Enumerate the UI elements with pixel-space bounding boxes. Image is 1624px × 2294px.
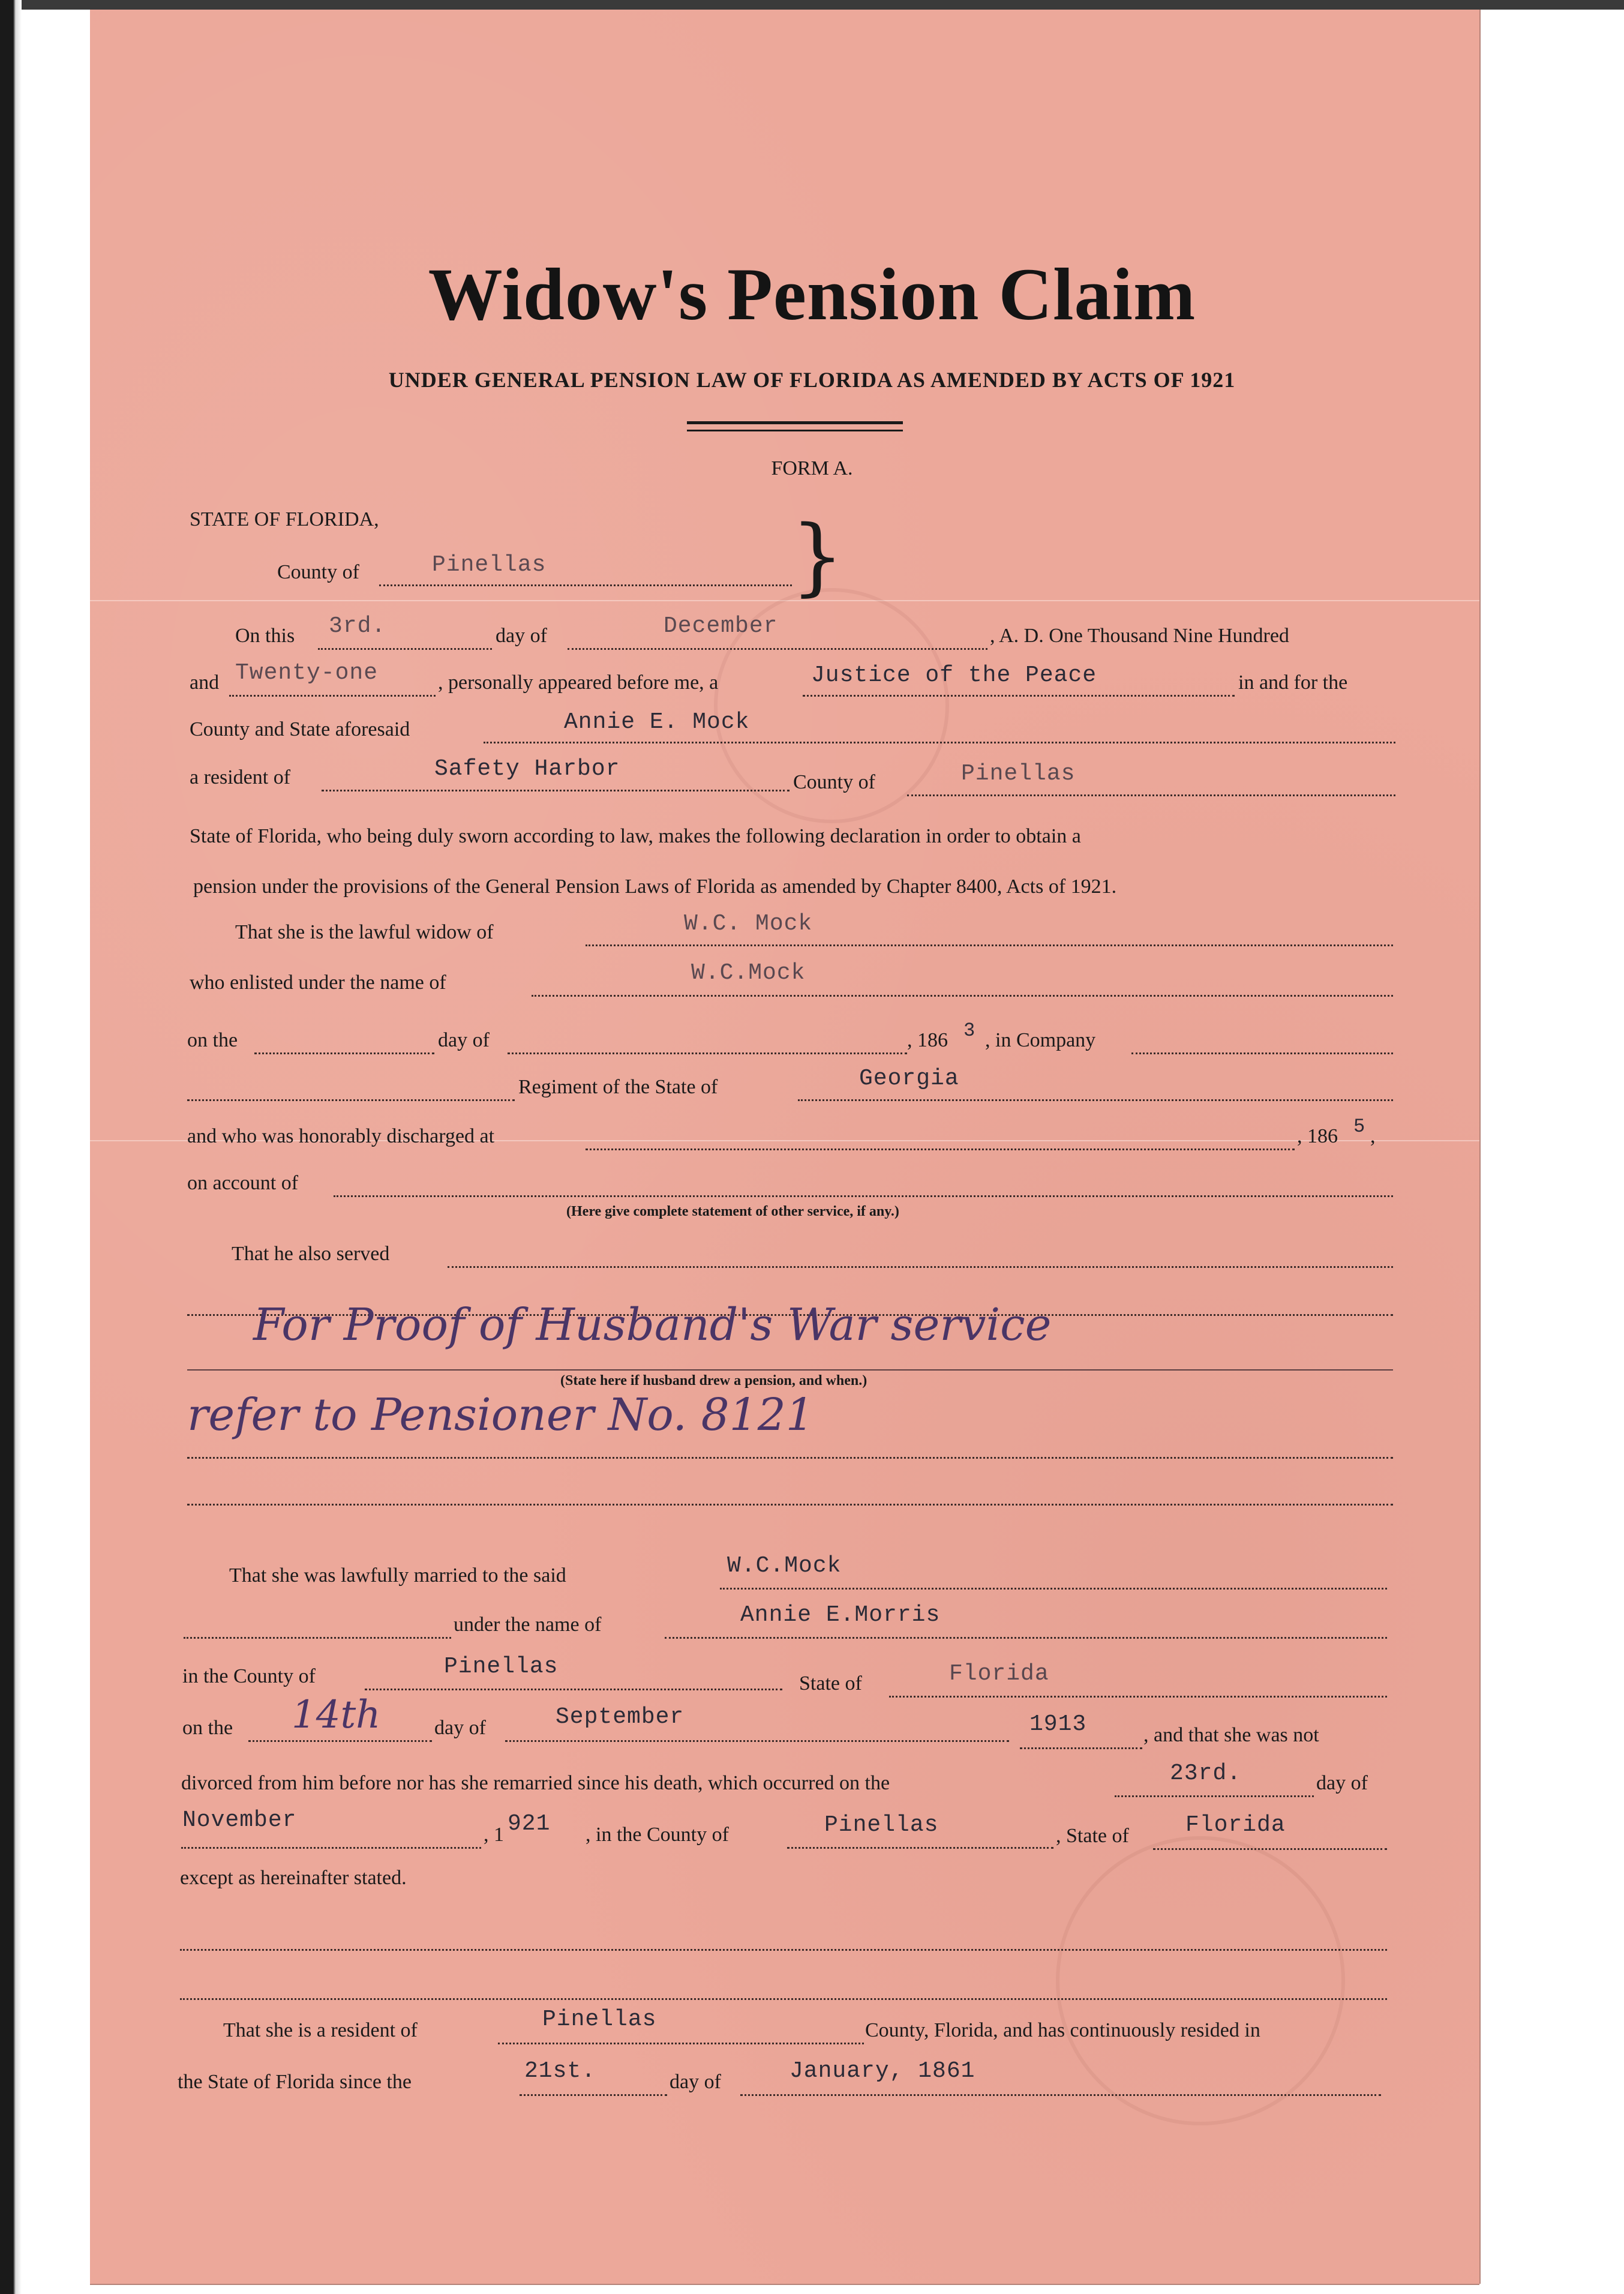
on-account-field[interactable] xyxy=(334,1171,1393,1197)
residence-county-value: Pinellas xyxy=(961,761,1076,787)
marriage-month-value: September xyxy=(556,1704,685,1730)
marriage-state-value: Florida xyxy=(949,1661,1049,1687)
year-prefix-label: , 186 xyxy=(907,1029,948,1051)
death-state-value: Florida xyxy=(1185,1812,1286,1838)
form-number: FORM A. xyxy=(771,457,853,479)
state-label: STATE OF FLORIDA, xyxy=(190,508,379,530)
resident-county-value: Pinellas xyxy=(542,2007,657,2032)
other-service-note: (Here give complete statement of other service, if any.) xyxy=(566,1204,899,1219)
death-day-of-label: day of xyxy=(1316,1772,1368,1794)
marriage-county-value: Pinellas xyxy=(444,1654,559,1680)
in-and-for-label: in and for the xyxy=(1238,671,1348,694)
on-the-label: on the xyxy=(187,1029,238,1051)
except-text: except as hereinafter stated. xyxy=(180,1867,407,1889)
since-day-of-label: day of xyxy=(670,2071,721,2093)
discharge-year-prefix: , 186 xyxy=(1297,1125,1338,1147)
enlist-year-digit: 3 xyxy=(963,1019,976,1042)
blank-line[interactable] xyxy=(187,1480,1393,1506)
regiment-state-value: Georgia xyxy=(859,1066,959,1091)
death-year-value: 921 xyxy=(508,1811,551,1837)
county-of-label: County of xyxy=(793,771,875,793)
enlisted-field[interactable] xyxy=(532,971,1393,997)
declaration-text: State of Florida, who being duly sworn according to law, makes the following declaration in order to obtain a xyxy=(190,825,1081,847)
on-account-label: on account of xyxy=(187,1172,299,1194)
also-served-field[interactable] xyxy=(448,1242,1393,1268)
enlist-day-field[interactable] xyxy=(254,1028,434,1054)
since-month-year-value: January, 1861 xyxy=(790,2058,975,2084)
day-of-label: day of xyxy=(434,1717,486,1739)
marriage-year-value: 1913 xyxy=(1029,1711,1087,1737)
title-rule xyxy=(687,430,903,431)
discharge-comma: , xyxy=(1370,1125,1376,1147)
discharge-place-field[interactable] xyxy=(586,1124,1295,1150)
discharged-label: and who was honorably discharged at xyxy=(187,1125,495,1147)
husband-pension-line[interactable] xyxy=(187,1345,1393,1371)
title-rule xyxy=(687,421,903,424)
enlist-month-field[interactable] xyxy=(508,1028,907,1054)
blank-line[interactable] xyxy=(180,1925,1387,1951)
pension-ref-line[interactable] xyxy=(187,1433,1393,1459)
regiment-label: Regiment of the State of xyxy=(518,1076,718,1098)
widow-of-value: W.C. Mock xyxy=(684,911,813,937)
husband-value: W.C.Mock xyxy=(727,1553,842,1579)
death-day-value: 23rd. xyxy=(1170,1761,1242,1786)
husband-pension-note: (State here if husband drew a pension, and when.) xyxy=(560,1373,867,1389)
marriage-prefix-field[interactable] xyxy=(184,1613,451,1639)
venue-brace: } xyxy=(791,508,845,605)
and-label: and xyxy=(190,671,220,694)
enlisted-value: W.C.Mock xyxy=(691,960,806,986)
blank-line[interactable] xyxy=(180,1974,1387,2000)
state-of-label: State of xyxy=(799,1672,862,1695)
handwritten-war-service: For Proof of Husband's War service xyxy=(253,1299,1052,1351)
claimant-value: Annie E. Mock xyxy=(564,709,750,735)
year-words-label: , A. D. One Thousand Nine Hundred xyxy=(990,625,1289,647)
since-label: the State of Florida since the xyxy=(178,2071,412,2093)
county-florida-text: County, Florida, and has continuously resided in xyxy=(865,2019,1260,2041)
in-company-label: , in Company xyxy=(985,1029,1096,1051)
death-county-label: , in the County of xyxy=(586,1824,729,1846)
day-of-label: day of xyxy=(438,1029,490,1051)
discharge-year-digit: 5 xyxy=(1353,1115,1366,1138)
resident-label: That she is a resident of xyxy=(223,2019,418,2041)
on-the-label: on the xyxy=(182,1717,233,1739)
under-name-label: under the name of xyxy=(454,1614,602,1636)
declaration-text: pension under the provisions of the General Pension Laws of Florida as amended by Chapter 8400, Acts of 1921. xyxy=(193,875,1117,898)
marriage-day-value: 14th xyxy=(292,1693,381,1737)
form-subtitle: UNDER GENERAL PENSION LAW OF FLORIDA AS AMENDED BY ACTS OF 1921 xyxy=(388,368,1236,392)
since-day-value: 21st. xyxy=(524,2058,596,2084)
enlisted-label: who enlisted under the name of xyxy=(190,971,446,994)
death-county-value: Pinellas xyxy=(824,1812,939,1838)
also-served-label: That he also served xyxy=(232,1243,390,1265)
county-state-label: County and State aforesaid xyxy=(190,718,410,740)
scan-border-top xyxy=(0,0,1624,10)
year-words-value: Twenty-one xyxy=(235,660,379,686)
resident-of-label: a resident of xyxy=(190,766,291,788)
appeared-label: , personally appeared before me, a xyxy=(438,671,719,694)
company-field[interactable] xyxy=(1131,1028,1393,1054)
day-of-label: day of xyxy=(496,625,547,647)
widow-of-label: That she is the lawful widow of xyxy=(235,921,494,943)
residence-value: Safety Harbor xyxy=(434,756,620,782)
death-month-value: November xyxy=(182,1807,297,1833)
county-label: County of xyxy=(277,561,359,583)
form-title: Widow's Pension Claim xyxy=(428,253,1196,335)
divorce-text: divorced from him before nor has she remarried since his death, which occurred on the xyxy=(181,1772,890,1794)
marriage-county-field[interactable] xyxy=(365,1665,782,1690)
maiden-name-value: Annie E.Morris xyxy=(740,1602,941,1628)
death-state-label: , State of xyxy=(1056,1825,1129,1847)
county-value: Pinellas xyxy=(432,552,547,578)
scan-border-left xyxy=(0,0,22,2294)
handwritten-pensioner-ref: refer to Pensioner No. 8121 xyxy=(187,1389,814,1441)
oath-day-value: 3rd. xyxy=(329,613,386,639)
not-divorced-label: , and that she was not xyxy=(1143,1724,1319,1746)
death-year-prefix: , 1 xyxy=(484,1824,504,1846)
married-label: That she was lawfully married to the said xyxy=(229,1564,566,1587)
in-county-label: in the County of xyxy=(182,1665,316,1687)
regiment-field[interactable] xyxy=(187,1075,515,1101)
on-this-label: On this xyxy=(235,625,295,647)
oath-month-value: December xyxy=(664,613,778,639)
officer-value: Justice of the Peace xyxy=(811,662,1097,688)
